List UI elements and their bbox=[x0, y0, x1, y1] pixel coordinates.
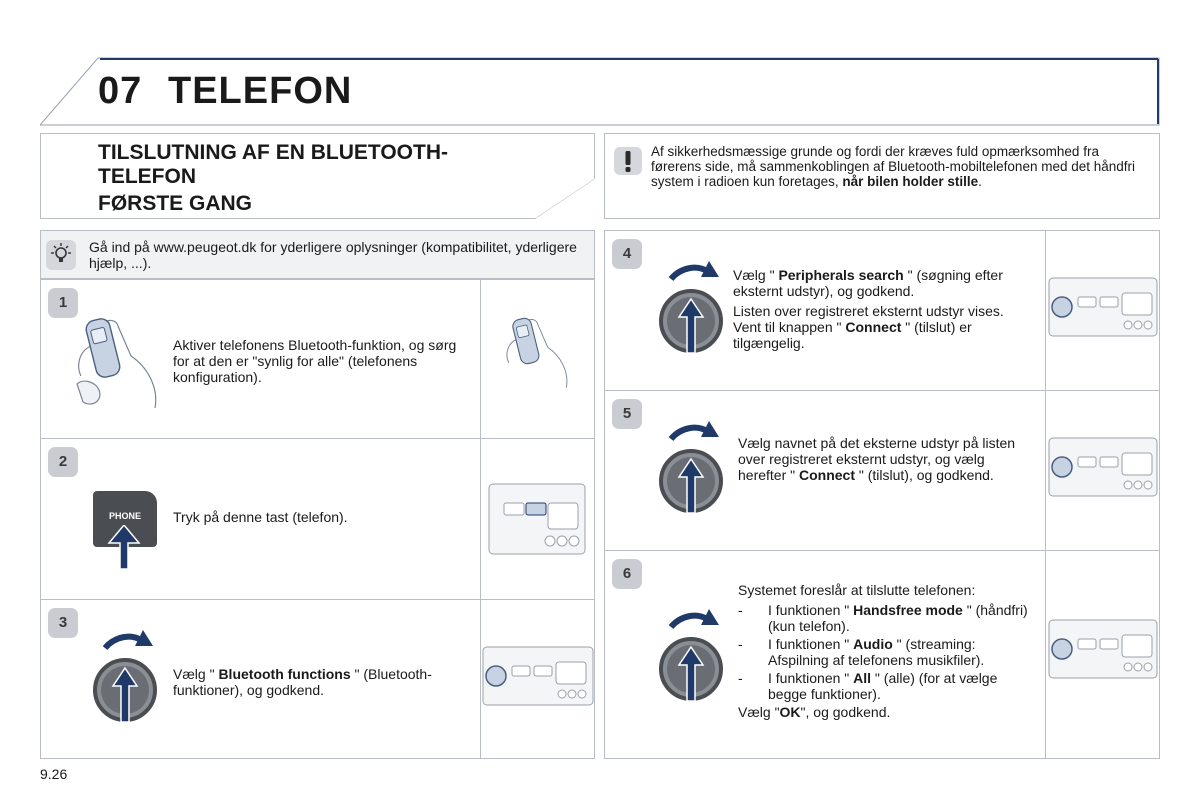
page-number: 9.26 bbox=[40, 766, 68, 782]
info-text: Gå ind på www.peugeot.dk for yderligere oplysninger (kompatibilitet, yderligere hjælp, ...). bbox=[89, 239, 577, 271]
corner-fold-icon bbox=[535, 179, 595, 219]
step-badge: 4 bbox=[612, 239, 642, 269]
lightbulb-icon bbox=[45, 239, 77, 271]
rotary-knob-icon bbox=[657, 259, 727, 359]
section-title-box bbox=[40, 133, 595, 219]
phone-in-hand-icon bbox=[501, 315, 571, 395]
step-badge: 3 bbox=[48, 608, 78, 638]
arrow-up-icon bbox=[107, 525, 141, 569]
step-3 bbox=[40, 599, 595, 759]
list-item: - I funktionen " Handsfree mode " (håndfri) (kun telefon). bbox=[738, 602, 1028, 634]
step-2 bbox=[40, 438, 595, 600]
phone-in-hand-icon bbox=[71, 316, 161, 416]
warning-text: Af sikkerhedsmæssige grunde og fordi der kræves fuld opmærksomhed fra førerens side, må sammenkoblingen af Bluetooth-mobiltelefonen med det håndfri system i radioen kun foretages, når bilen holder stille. bbox=[651, 144, 1136, 189]
list-item: - I funktionen " Audio " (streaming: Afspilning af telefonens musikfiler). bbox=[738, 636, 985, 668]
chapter-title: TELEFON bbox=[168, 70, 353, 112]
chapter-number: 07 bbox=[98, 70, 143, 112]
exclamation-icon bbox=[613, 146, 643, 176]
step-1 bbox=[40, 279, 595, 439]
step-2-text: Tryk på denne tast (telefon). bbox=[173, 509, 348, 525]
step-5 bbox=[604, 390, 1160, 551]
radio-panel-image bbox=[1048, 619, 1158, 679]
rotary-knob-icon bbox=[657, 419, 727, 519]
step-badge: 1 bbox=[48, 288, 78, 318]
step-6 bbox=[604, 550, 1160, 759]
step-3-text: Vælg " Bluetooth functions " (Bluetooth-funktioner), og godkend. bbox=[173, 666, 432, 698]
step-4-text: Vælg " Peripherals search " (søgning efter eksternt udstyr), og godkend. Listen over registreret eksternt udstyr vises. Vent til knappen " Connect " (tilslut) er tilgængelig. bbox=[733, 267, 1004, 351]
step-5-text: Vælg navnet på det eksterne udstyr på listen over registreret eksternt udstyr, og vælg herefter " Connect " (tilslut), og godkend. bbox=[738, 435, 1016, 483]
step-6-text: Systemet foreslår at tilslutte telefonen: - I funktionen " Handsfree mode " (håndfri) (kun telefon). - I funktionen " Audio " (streaming: Afspilning af telefonens musikfiler). - I funktionen " All " (alle) (for at vælge begge funktioner). Vælg "OK", og godkend. bbox=[738, 582, 1038, 724]
step-1-text: Aktiver telefonens Bluetooth-funktion, og sørg for at den er "synlig for alle" (telefonens konfiguration). bbox=[173, 337, 457, 385]
radio-panel-image bbox=[1048, 277, 1158, 337]
step-badge: 2 bbox=[48, 447, 78, 477]
warning-box bbox=[604, 133, 1160, 219]
radio-panel-image bbox=[1048, 437, 1158, 497]
section-title: TILSLUTNING AF EN BLUETOOTH-TELEFON bbox=[98, 141, 448, 188]
step-4 bbox=[604, 230, 1160, 391]
radio-panel-image bbox=[488, 483, 586, 555]
section-subtitle: FØRSTE GANG bbox=[98, 192, 253, 215]
rotary-knob-icon bbox=[91, 628, 161, 728]
phone-key-icon: PHONE bbox=[93, 491, 157, 547]
step-badge: 5 bbox=[612, 399, 642, 429]
rotary-knob-icon bbox=[657, 607, 727, 707]
list-item: - I funktionen " All " (alle) (for at vælge begge funktioner). bbox=[738, 670, 998, 702]
radio-panel-image bbox=[482, 646, 594, 706]
info-row bbox=[40, 230, 595, 279]
step-badge: 6 bbox=[612, 559, 642, 589]
